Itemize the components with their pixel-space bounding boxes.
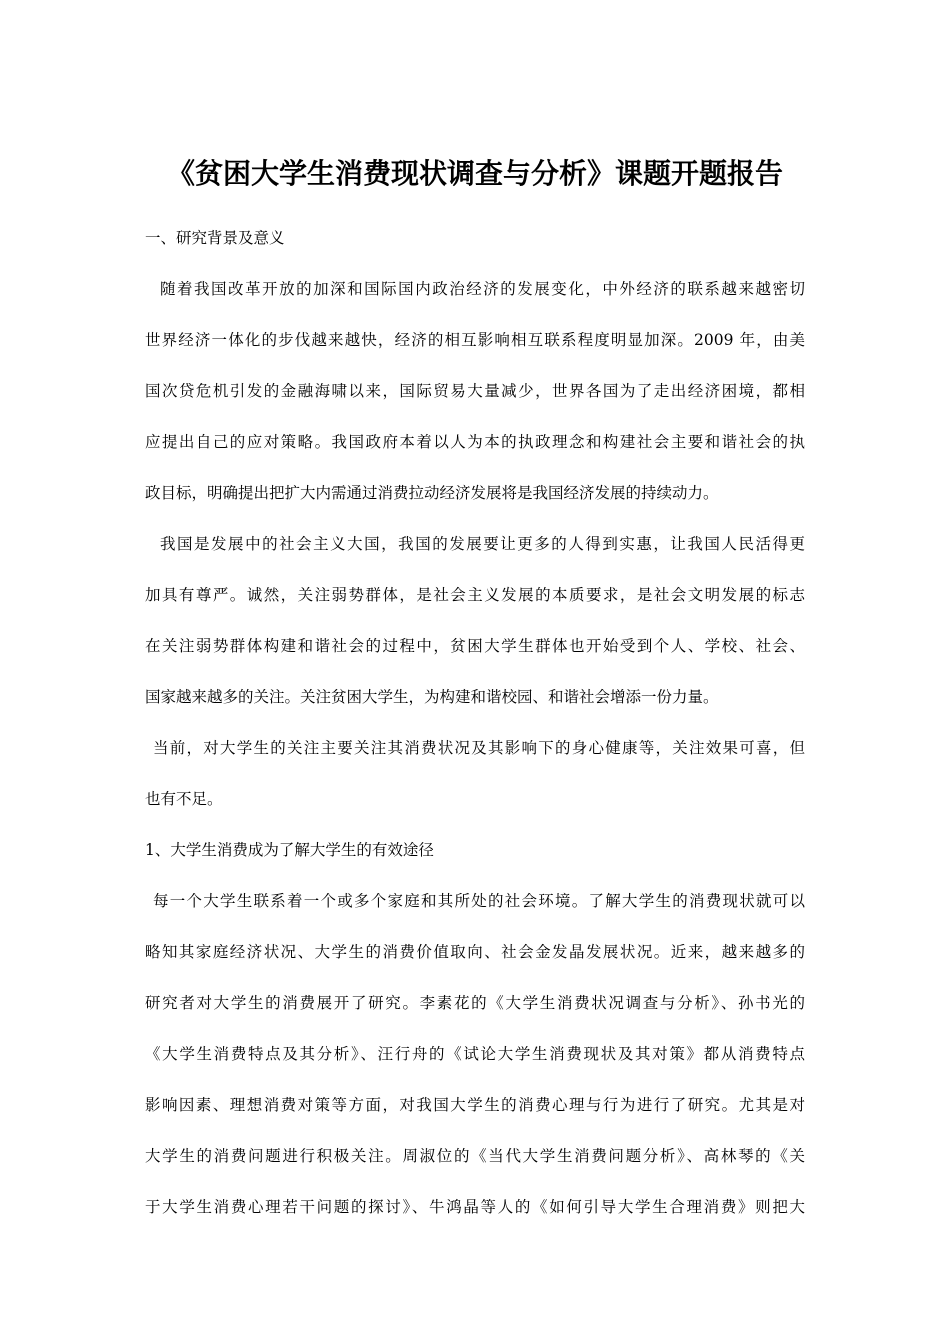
paragraph-line: 也有不足。 <box>145 790 223 808</box>
paragraph-line: 国次贷危机引发的金融海啸以来，国际贸易大量减少，世界各国为了走出经济困境，都相 <box>145 382 805 400</box>
paragraph-line: 于大学生消费心理若干问题的探讨》、牛鸿晶等人的《如何引导大学生合理消费》则把大 <box>145 1198 805 1216</box>
paragraph-line: 随着我国改革开放的加深和国际国内政治经济的发展变化，中外经济的联系越来越密切 <box>160 280 805 298</box>
paragraph-line: 世界经济一体化的步伐越来越快，经济的相互影响相互联系程度明显加深。2009 年，由美 <box>145 331 805 349</box>
paragraph-line: 应提出自己的应对策略。我国政府本着以人为本的执政理念和构建社会主要和谐社会的执 <box>145 433 805 451</box>
subsection-heading: 1、大学生消费成为了解大学生的有效途径 <box>145 841 434 859</box>
paragraph-line: 每一个大学生联系着一个或多个家庭和其所处的社会环境。了解大学生的消费现状就可以 <box>153 892 805 910</box>
paragraph-line: 政目标，明确提出把扩大内需通过消费拉动经济发展将是我国经济发展的持续动力。 <box>145 484 719 502</box>
document-title: 《贫困大学生消费现状调查与分析》课题开题报告 <box>166 157 783 190</box>
paragraph-line: 大学生的消费问题进行积极关注。周淑位的《当代大学生消费问题分析》、高林琴的《关 <box>145 1147 805 1165</box>
paragraph-line: 当前，对大学生的关注主要关注其消费状况及其影响下的身心健康等，关注效果可喜，但 <box>153 739 805 757</box>
paragraph-line: 国家越来越多的关注。关注贫困大学生，为构建和谐校园、和谐社会增添一份力量。 <box>145 688 719 706</box>
paragraph-line: 加具有尊严。诚然，关注弱势群体，是社会主义发展的本质要求，是社会文明发展的标志 <box>145 586 805 604</box>
paragraph-line: 影响因素、理想消费对策等方面，对我国大学生的消费心理与行为进行了研究。尤其是对 <box>145 1096 805 1114</box>
paragraph-line: 《大学生消费特点及其分析》、汪行舟的《试论大学生消费现状及其对策》都从消费特点 <box>145 1045 805 1063</box>
paragraph-line: 略知其家庭经济状况、大学生的消费价值取向、社会金发晶发展状况。近来，越来越多的 <box>145 943 805 961</box>
paragraph-line: 在关注弱势群体构建和谐社会的过程中，贫困大学生群体也开始受到个人、学校、社会、 <box>145 637 805 655</box>
paragraph-line: 我国是发展中的社会主义大国，我国的发展要让更多的人得到实惠，让我国人民活得更 <box>160 535 805 553</box>
document-body <box>145 213 805 1233</box>
section-heading: 一、研究背景及意义 <box>145 229 285 247</box>
paragraph-line: 研究者对大学生的消费展开了研究。李素花的《大学生消费状况调查与分析》、孙书光的 <box>145 994 805 1012</box>
